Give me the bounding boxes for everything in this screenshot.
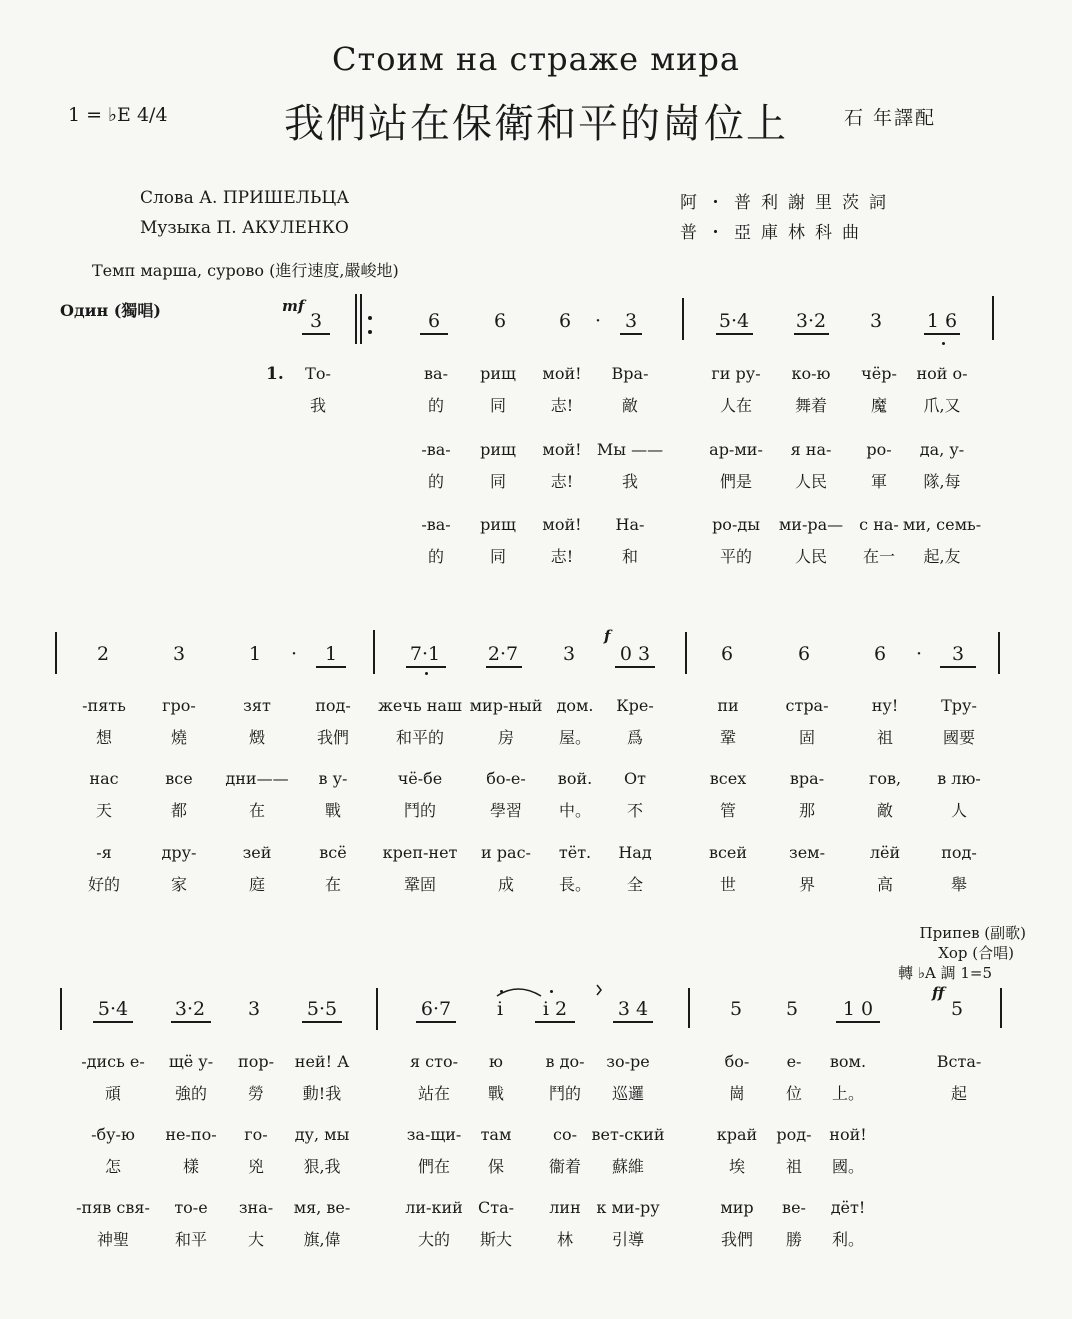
lyric-syllable: ной! (829, 1125, 867, 1144)
rhythm-underline (924, 333, 960, 335)
lyric-syllable: всё (319, 843, 347, 862)
note: 5·4 (97, 998, 129, 1020)
lyric-syllable: зо-ре (606, 1052, 650, 1071)
music-credit-zh: 普・亞庫林科曲 (680, 223, 869, 243)
lyric-syllable: 都 (170, 801, 188, 820)
lyric-syllable: и рас- (481, 843, 531, 862)
rhythm-underline (93, 1021, 133, 1023)
lyric-syllable: под- (315, 696, 351, 715)
lyric-syllable: 引導 (611, 1230, 645, 1249)
dynamic-f: f (604, 627, 611, 645)
note: 3 (247, 998, 261, 1020)
note: 6·7 (420, 998, 452, 1020)
lyric-syllable: вра- (789, 769, 825, 788)
lyric-syllable: зят (243, 696, 271, 715)
lyric-syllable: е- (786, 1052, 802, 1071)
chorus-label: Хор (合唱) (938, 944, 1014, 962)
note: 7·1 (409, 643, 441, 665)
lyric-syllable: 燒 (170, 728, 188, 747)
lyric-syllable: 同 (489, 472, 507, 491)
translator-credit: 石 年譯配 (844, 107, 937, 129)
lyric-syllable: 崗 (728, 1084, 746, 1103)
lyric-syllable: 爲 (626, 728, 644, 747)
lyric-syllable: в у- (318, 769, 348, 788)
note: 3 4 (617, 998, 649, 1020)
lyric-syllable: 管 (719, 801, 737, 820)
lyric-syllable: ну! (871, 696, 899, 715)
lyric-syllable: го- (244, 1125, 268, 1144)
note: 6 (873, 643, 887, 665)
lyric-syllable: 在 (248, 801, 266, 820)
barline (1000, 988, 1002, 1028)
lyric-syllable: 的 (427, 547, 445, 566)
lyric-syllable: ко-ю (791, 364, 831, 383)
lyric-syllable: 在 (324, 875, 342, 894)
note: 5·5 (306, 998, 338, 1020)
lyric-syllable: 狠,我 (303, 1157, 341, 1176)
lyric-syllable: 強的 (174, 1084, 208, 1103)
note: 3 (624, 310, 638, 332)
lyric-syllable: 怎 (104, 1157, 122, 1176)
music-credit-ru: Музыка П. АКУЛЕНКО (140, 218, 349, 238)
lyric-syllable: 房 (497, 728, 515, 747)
lyric-syllable: пор- (238, 1052, 274, 1071)
lyric-syllable: 人民 (794, 547, 828, 566)
lyric-syllable: там (480, 1125, 512, 1144)
lyric-syllable: чёр- (861, 364, 897, 383)
note: 6 (720, 643, 734, 665)
words-credit-zh: 阿・普利謝里茨詞 (680, 193, 896, 213)
note: 3·2 (795, 310, 827, 332)
lyric-syllable: 林 (556, 1230, 574, 1249)
dynamic-mf: mf (282, 297, 305, 315)
lyric-syllable: тёт. (558, 843, 592, 862)
lyric-syllable: гов, (868, 769, 902, 788)
lyric-syllable: 和 (621, 547, 639, 566)
note: · (290, 643, 298, 665)
lyric-syllable: -дись е- (81, 1052, 145, 1071)
slur-mark (497, 989, 541, 996)
rhythm-underline (486, 666, 522, 668)
lyric-syllable: с на- (859, 515, 899, 534)
lyric-syllable: 同 (489, 547, 507, 566)
lyric-syllable: 敵 (621, 396, 639, 415)
note: 3 (869, 310, 883, 332)
lyric-syllable: Мы —— (596, 440, 664, 459)
lyric-syllable: 燬 (248, 728, 266, 747)
lyric-syllable: 動!我 (302, 1084, 342, 1103)
lyric-syllable: 長。 (558, 875, 592, 894)
lyric-syllable: ной о- (916, 364, 968, 383)
lyric-syllable: 全 (626, 875, 644, 894)
note: 3 (951, 643, 965, 665)
lyric-syllable: чё-бе (397, 769, 443, 788)
lyric-syllable: 庭 (248, 875, 266, 894)
rhythm-underline (406, 666, 446, 668)
lyric-syllable: 戰 (324, 801, 342, 820)
lyric-syllable: ро- (866, 440, 892, 459)
lyric-syllable: ю (489, 1052, 503, 1071)
octave-dot (500, 990, 503, 993)
lyric-syllable: дру- (161, 843, 197, 862)
lyric-syllable: 舉 (950, 875, 968, 894)
barline (685, 632, 687, 674)
note: i 2 (542, 998, 568, 1020)
lyric-syllable: бо- (724, 1052, 750, 1071)
words-credit-ru: Слова А. ПРИШЕЛЬЦА (140, 188, 350, 208)
rhythm-underline (620, 333, 642, 335)
lyric-syllable: гро- (162, 696, 196, 715)
note: 1 (248, 643, 262, 665)
lyric-syllable: я на- (790, 440, 832, 459)
lyric-syllable: ми-ра— (778, 515, 844, 534)
lyric-syllable: 保 (487, 1157, 505, 1176)
lyric-syllable: 神聖 (96, 1230, 130, 1249)
lyric-syllable: 中。 (558, 801, 592, 820)
lyric-syllable: мой! (542, 515, 582, 534)
lyric-syllable: -пять (82, 696, 126, 715)
repeat-dot (368, 316, 372, 320)
note: 1 0 (842, 998, 874, 1020)
barline (355, 294, 357, 344)
rhythm-underline (716, 333, 753, 335)
chinese-title: 我們站在保衛和平的崗位上 (284, 101, 788, 147)
lyric-syllable: 頑 (104, 1084, 122, 1103)
lyric-syllable: 和平的 (395, 728, 445, 747)
lyric-syllable: зна- (238, 1198, 274, 1217)
note: 6 (558, 310, 572, 332)
lyric-syllable: род- (776, 1125, 812, 1144)
lyric-syllable: -ва- (421, 515, 451, 534)
rhythm-underline (420, 333, 448, 335)
lyric-syllable: 的 (427, 472, 445, 491)
tempo-marking: Темп марша, сурово (進行速度,嚴峻地) (92, 261, 399, 280)
lyric-syllable: 人民 (794, 472, 828, 491)
note: 6 (427, 310, 441, 332)
lyric-syllable: зей (242, 843, 272, 862)
lyric-syllable: 鬥的 (548, 1084, 582, 1103)
barline (360, 294, 362, 344)
lyric-syllable: 人 (950, 801, 968, 820)
lyric-syllable: мой! (542, 364, 582, 383)
octave-dot (942, 342, 945, 345)
lyric-syllable: дёт! (830, 1198, 866, 1217)
lyric-syllable: 家 (170, 875, 188, 894)
lyric-syllable: 兇 (247, 1157, 265, 1176)
lyric-syllable: 站在 (417, 1084, 451, 1103)
lyric-syllable: всей (708, 843, 748, 862)
lyric-syllable: ми, семь- (902, 515, 982, 534)
lyric-syllable: Вра- (611, 364, 649, 383)
lyric-syllable: 志! (550, 472, 574, 491)
lyric-syllable: вой. (557, 769, 593, 788)
lyric-syllable: лин (549, 1198, 581, 1217)
lyric-syllable: 成 (497, 875, 515, 894)
solo-label: Один (獨唱) (60, 301, 161, 320)
lyric-syllable: 鞏 (719, 728, 737, 747)
lyric-syllable: пи (717, 696, 739, 715)
lyric-syllable: 起,友 (923, 547, 961, 566)
verse-number: 1. (266, 364, 284, 384)
lyric-syllable: 敵 (876, 801, 894, 820)
lyric-syllable: 鞏固 (403, 875, 437, 894)
lyric-syllable: 蘇維 (611, 1157, 645, 1176)
lyric-syllable: 上。 (831, 1084, 865, 1103)
rhythm-underline (316, 666, 346, 668)
lyric-syllable: не-по- (165, 1125, 217, 1144)
lyric-syllable: зем- (788, 843, 826, 862)
note: 5·4 (718, 310, 750, 332)
rhythm-underline (613, 1021, 653, 1023)
lyric-syllable: 想 (95, 728, 113, 747)
barline (55, 632, 57, 674)
lyric-syllable: ду, мы (294, 1125, 350, 1144)
lyric-syllable: рищ (480, 364, 516, 383)
dynamic-ff: ff (932, 984, 945, 1002)
lyric-syllable: 世 (719, 875, 737, 894)
lyric-syllable: 界 (798, 875, 816, 894)
lyric-syllable: 軍 (870, 472, 888, 491)
lyric-syllable: мя, ве- (293, 1198, 351, 1217)
rhythm-underline (416, 1021, 456, 1023)
lyric-syllable: все (165, 769, 193, 788)
lyric-syllable: край (716, 1125, 758, 1144)
barline (998, 632, 1000, 674)
lyric-syllable: мир (720, 1198, 754, 1217)
lyric-syllable: 好的 (87, 875, 121, 894)
lyric-syllable: креп-нет (382, 843, 458, 862)
note: · (594, 310, 602, 332)
lyric-syllable: 學習 (489, 801, 523, 820)
lyric-syllable: 們在 (417, 1157, 451, 1176)
lyric-syllable: 國要 (942, 728, 976, 747)
lyric-syllable: то-е (174, 1198, 208, 1217)
note: 6 (797, 643, 811, 665)
lyric-syllable: под- (941, 843, 977, 862)
lyric-syllable: в до- (545, 1052, 585, 1071)
lyric-syllable: 不 (626, 801, 644, 820)
rhythm-underline (836, 1021, 880, 1023)
rhythm-underline (535, 1021, 575, 1023)
lyric-syllable: 位 (785, 1084, 803, 1103)
lyric-syllable: ве- (782, 1198, 806, 1217)
rhythm-underline (615, 666, 655, 668)
note: 5 (729, 998, 743, 1020)
lyric-syllable: да, у- (919, 440, 965, 459)
lyric-syllable: к ми-ру (596, 1198, 660, 1217)
lyric-syllable: жечь наш (378, 696, 462, 715)
lyric-syllable: 埃 (728, 1157, 746, 1176)
lyric-syllable: -ва- (421, 440, 451, 459)
note: 5 (950, 998, 964, 1020)
breath-mark (597, 985, 601, 995)
lyric-syllable: 天 (95, 801, 113, 820)
lyric-syllable: -бу-ю (91, 1125, 135, 1144)
lyric-syllable: Кре- (616, 696, 654, 715)
note: 5 (785, 998, 799, 1020)
lyric-syllable: 隊,每 (923, 472, 961, 491)
lyric-syllable: 我 (621, 472, 639, 491)
barline (376, 988, 378, 1030)
note: 3 (562, 643, 576, 665)
lyric-syllable: 利。 (831, 1230, 865, 1249)
lyric-syllable: Вста- (936, 1052, 982, 1071)
lyric-syllable: в лю- (937, 769, 981, 788)
repeat-dot (368, 330, 372, 334)
lyric-syllable: нас (89, 769, 119, 788)
lyric-syllable: я сто- (409, 1052, 459, 1071)
key-change-label: 轉 ♭A 調 1=5 (898, 964, 992, 982)
lyric-syllable: рищ (480, 515, 516, 534)
lyric-syllable: ар-ми- (709, 440, 763, 459)
lyric-syllable: 人在 (719, 396, 753, 415)
note: i (496, 998, 504, 1020)
lyric-syllable: 的 (427, 396, 445, 415)
lyric-syllable: 志! (550, 396, 574, 415)
lyric-syllable: Над (618, 843, 652, 862)
refrain-label: Припев (副歌) (919, 924, 1026, 942)
lyric-syllable: 爪,又 (923, 396, 961, 415)
lyric-syllable: дни—— (225, 769, 289, 788)
lyric-syllable: 起 (950, 1084, 968, 1103)
lyric-syllable: ли-кий (405, 1198, 463, 1217)
lyric-syllable: стра- (785, 696, 829, 715)
lyric-syllable: 我們 (316, 728, 350, 747)
rhythm-underline (302, 1021, 342, 1023)
lyric-syllable: 祖 (876, 728, 894, 747)
note: 2 (96, 643, 110, 665)
barline (373, 630, 375, 674)
lyric-syllable: 那 (798, 801, 816, 820)
barline (682, 298, 684, 340)
lyric-syllable: вет-ский (591, 1125, 665, 1144)
lyric-syllable: щё у- (168, 1052, 214, 1071)
lyric-syllable: ги ру- (711, 364, 761, 383)
note: 3 (309, 310, 323, 332)
lyric-syllable: 勞 (247, 1084, 265, 1103)
lyric-syllable: рищ (480, 440, 516, 459)
lyric-syllable: дом. (556, 696, 594, 715)
lyric-syllable: 鬥的 (403, 801, 437, 820)
note: 1 6 (926, 310, 958, 332)
note: 2·7 (487, 643, 519, 665)
note: 1 (324, 643, 338, 665)
lyric-syllable: 巡邏 (611, 1084, 645, 1103)
lyric-syllable: ва- (424, 364, 448, 383)
lyric-syllable: 同 (489, 396, 507, 415)
lyric-syllable: На- (615, 515, 645, 534)
lyric-syllable: 在一 (862, 547, 896, 566)
rhythm-underline (171, 1021, 211, 1023)
octave-dot (425, 672, 428, 675)
lyric-syllable: всех (709, 769, 747, 788)
lyric-syllable: 祖 (785, 1157, 803, 1176)
lyric-syllable: вом. (829, 1052, 867, 1071)
note: 3 (172, 643, 186, 665)
lyric-syllable: ней! А (294, 1052, 350, 1071)
lyric-syllable: бо-е- (486, 769, 526, 788)
lyric-syllable: 戰 (487, 1084, 505, 1103)
lyric-syllable: 們是 (719, 472, 753, 491)
lyric-syllable: 志! (550, 547, 574, 566)
lyric-syllable: 高 (876, 875, 894, 894)
note: · (915, 643, 923, 665)
lyric-syllable: лёй (869, 843, 901, 862)
note: 3·2 (174, 998, 206, 1020)
lyric-syllable: 魔 (870, 396, 888, 415)
lyric-syllable: Тру- (941, 696, 977, 715)
lyric-syllable: 我 (309, 396, 327, 415)
lyric-syllable: То- (305, 364, 331, 383)
lyric-syllable: со- (553, 1125, 577, 1144)
octave-dot (550, 990, 553, 993)
lyric-syllable: 國。 (831, 1157, 865, 1176)
lyric-syllable: 我們 (720, 1230, 754, 1249)
lyric-syllable: 旗,偉 (303, 1230, 341, 1249)
lyric-syllable: 大的 (417, 1230, 451, 1249)
note: 6 (493, 310, 507, 332)
lyric-syllable: 舞着 (794, 396, 828, 415)
lyric-syllable: 平的 (719, 547, 753, 566)
lyric-syllable: 樣 (182, 1157, 200, 1176)
lyric-syllable: ро-ды (712, 515, 760, 534)
lyric-syllable: за-щи- (406, 1125, 462, 1144)
lyric-syllable: -пяв свя- (76, 1198, 150, 1217)
lyric-syllable: 大 (247, 1230, 265, 1249)
lyric-syllable: 勝 (785, 1230, 803, 1249)
lyric-syllable: 和平 (174, 1230, 208, 1249)
lyric-syllable: мой! (542, 440, 582, 459)
rhythm-underline (940, 666, 976, 668)
rhythm-underline (794, 333, 829, 335)
lyric-syllable: мир-ный (469, 696, 543, 715)
russian-title: Стоим на страже мира (332, 40, 740, 78)
lyric-syllable: 衞着 (548, 1157, 582, 1176)
lyric-syllable: Ста- (477, 1198, 515, 1217)
lyric-syllable: -я (96, 843, 112, 862)
barline (688, 988, 690, 1028)
note: 0 3 (619, 643, 651, 665)
lyric-syllable: 斯大 (479, 1230, 513, 1249)
key-signature: 1 = ♭E 4/4 (68, 104, 168, 126)
barline (60, 988, 62, 1030)
lyric-syllable: От (624, 769, 646, 788)
lyric-syllable: 屋。 (558, 728, 592, 747)
lyric-syllable: 固 (798, 728, 816, 747)
barline (992, 296, 994, 340)
rhythm-underline (302, 333, 330, 335)
